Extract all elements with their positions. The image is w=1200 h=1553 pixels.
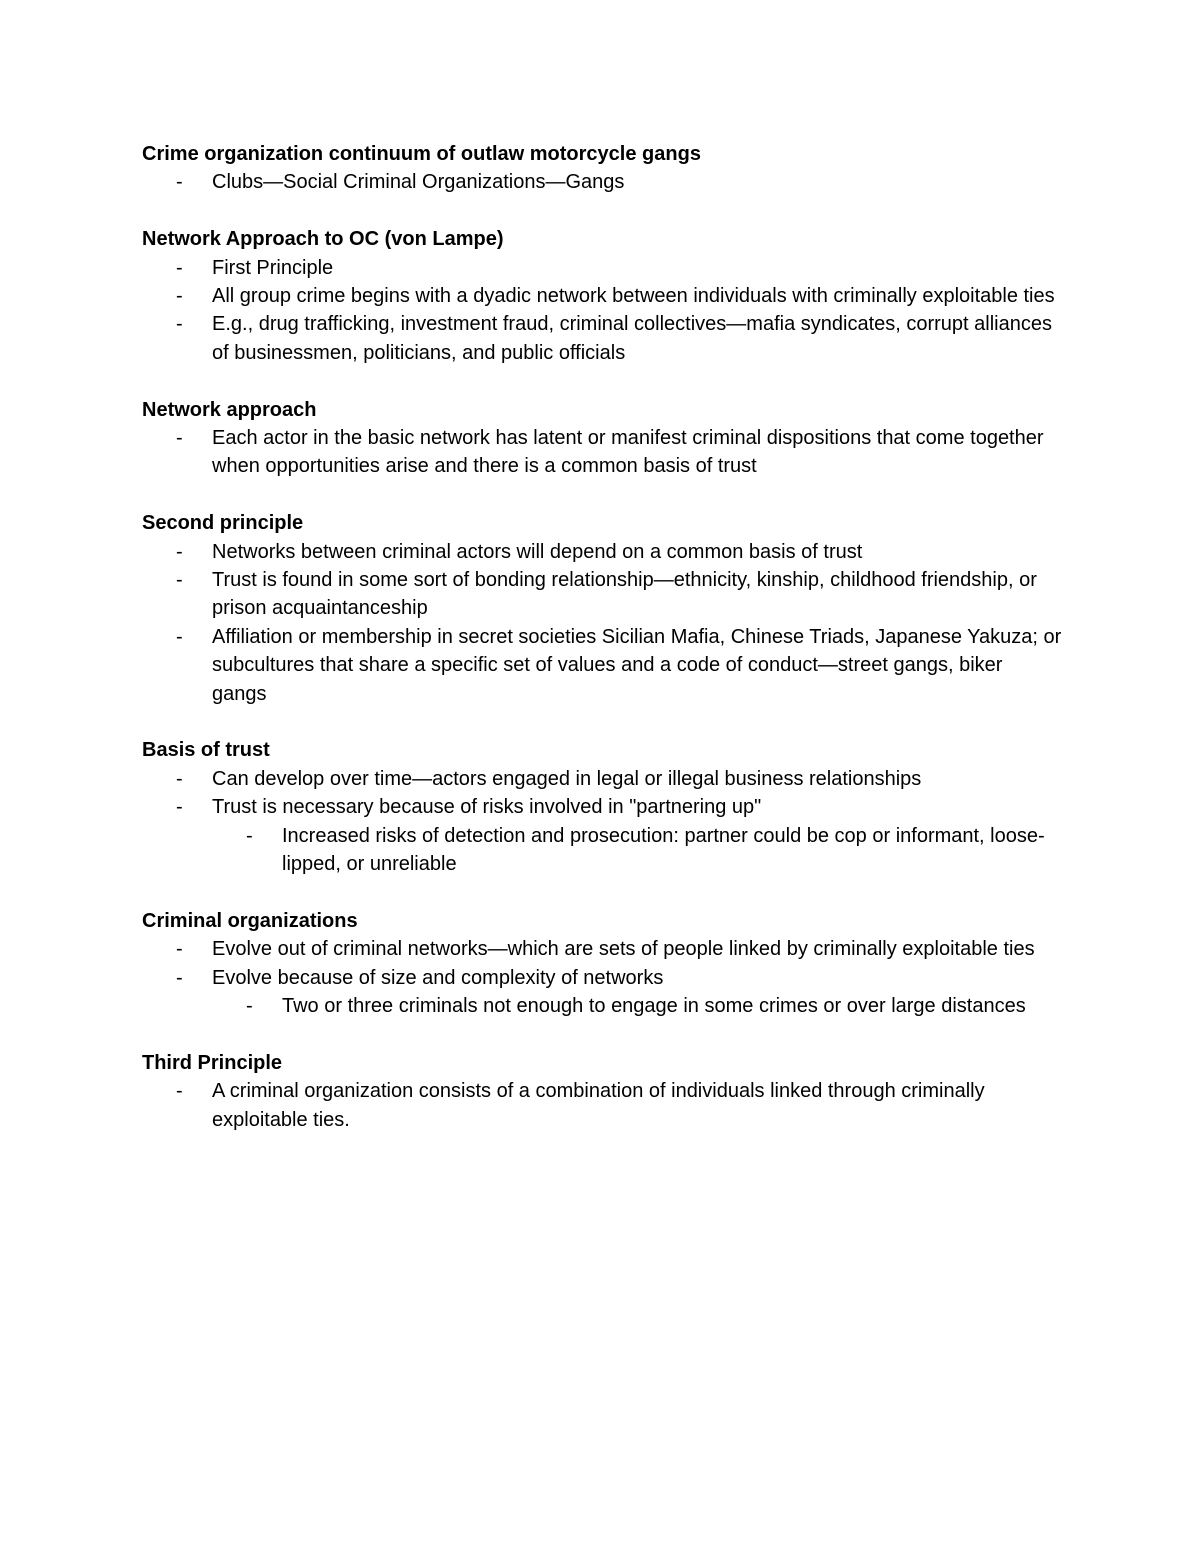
list-item: - Each actor in the basic network has latent or manifest criminal dispositions that come together when opportunities arise and there is a common basis of trust: [142, 424, 1062, 481]
section-basis-of-trust: [142, 736, 1062, 878]
list-item: - Evolve because of size and complexity of networks: [142, 964, 1062, 992]
list-item: - E.g., drug trafficking, investment fraud, criminal collectives—mafia syndicates, corrupt alliances of businessmen, politicians, and public officials: [142, 310, 1062, 367]
list-item: - A criminal organization consists of a combination of individuals linked through criminally exploitable ties.: [142, 1077, 1062, 1134]
section-crime-organization-continuum: [142, 140, 1062, 197]
section-network-approach: [142, 396, 1062, 481]
sub-list-item: - Two or three criminals not enough to engage in some crimes or over large distances: [212, 992, 1062, 1020]
bullet-list: [142, 765, 1062, 822]
section-heading: Basis of trust: [142, 739, 270, 762]
bullet-list: [142, 1077, 1062, 1134]
list-item: - Trust is found in some sort of bonding relationship—ethnicity, kinship, childhood friendship, or prison acquaintanceship: [142, 566, 1062, 623]
list-item: - Affiliation or membership in secret societies Sicilian Mafia, Chinese Triads, Japanese Yakuza; or subcultures that share a specific set of values and a code of conduct—street gangs, biker gangs: [142, 623, 1062, 708]
list-item: - Evolve out of criminal networks—which are sets of people linked by criminally exploitable ties: [142, 935, 1062, 963]
document-page: [142, 140, 1062, 1163]
bullet-list: [142, 935, 1062, 992]
sub-bullet-list: [142, 822, 1062, 879]
sub-bullet-list: [142, 992, 1062, 1020]
list-item: - Can develop over time—actors engaged in legal or illegal business relationships: [142, 765, 1062, 793]
bullet-list: [142, 424, 1062, 481]
bullet-list: [142, 254, 1062, 368]
bullet-list: [142, 538, 1062, 708]
section-second-principle: [142, 509, 1062, 708]
section-heading: Third Principle: [142, 1051, 283, 1074]
section-heading: Second principle: [142, 512, 304, 535]
list-item: - Networks between criminal actors will depend on a common basis of trust: [142, 538, 1062, 566]
section-network-approach-von-lampe: [142, 225, 1062, 367]
list-item: - All group crime begins with a dyadic network between individuals with criminally exploitable ties: [142, 282, 1062, 310]
section-heading: Network approach: [142, 398, 317, 421]
list-item: - Trust is necessary because of risks involved in "partnering up": [142, 793, 1062, 821]
section-third-principle: [142, 1049, 1062, 1134]
section-heading: Network Approach to OC (von Lampe): [142, 228, 504, 251]
bullet-list: [142, 168, 1062, 196]
sub-list-item: - Increased risks of detection and prosecution: partner could be cop or informant, loose-lipped, or unreliable: [212, 822, 1062, 879]
list-item: - First Principle: [142, 254, 1062, 282]
list-item: - Clubs—Social Criminal Organizations—Gangs: [142, 168, 1062, 196]
section-heading: Criminal organizations: [142, 909, 358, 932]
section-heading: Crime organization continuum of outlaw motorcycle gangs: [142, 143, 701, 165]
section-criminal-organizations: [142, 907, 1062, 1021]
